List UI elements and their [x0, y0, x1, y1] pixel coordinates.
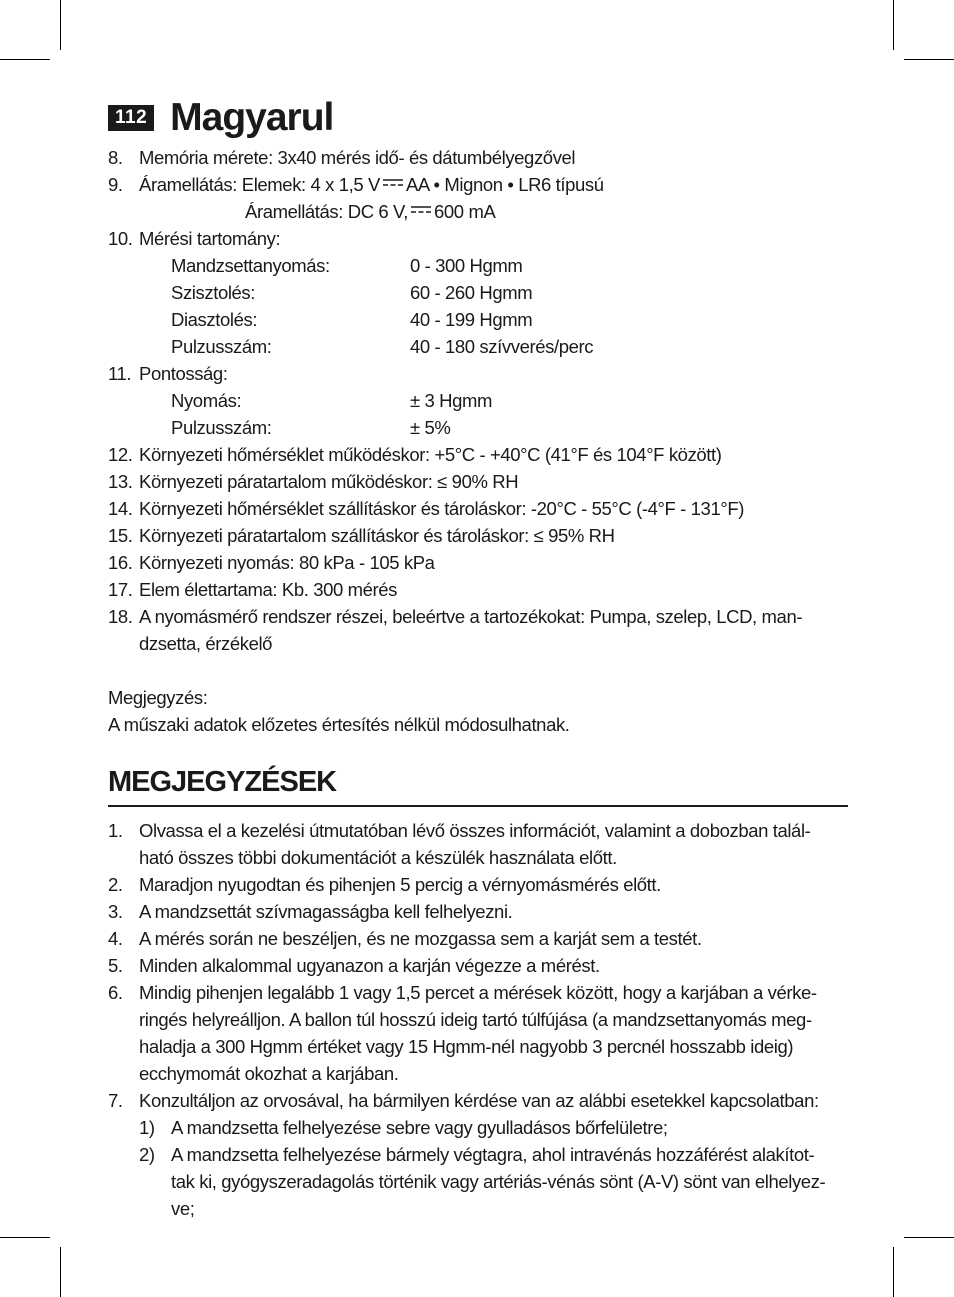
list-item — [108, 225, 853, 252]
spec-row — [108, 279, 853, 306]
sub-list-item — [108, 1141, 853, 1168]
item-number: 16. — [108, 552, 133, 573]
item-text: A mérés során ne beszéljen, és ne mozgassa sem a karját sem a testét. — [139, 928, 702, 949]
item-text: A nyomásmérő rendszer részei, beleértve a tartozékokat: Pumpa, szelep, LCD, man- — [139, 606, 803, 627]
list-item — [108, 952, 853, 979]
item-text: Áramellátás: Elemek: 4 x 1,5 V AA • Mignon • LR6 típusú — [139, 174, 604, 195]
item-number: 18. — [108, 606, 133, 627]
item-text: ringés helyreálljon. A ballon túl hosszú ideig tartó túlfújása (a mandzsettanyomás meg- — [139, 1009, 812, 1030]
item-number: 12. — [108, 444, 133, 465]
list-item — [108, 495, 853, 522]
list-item — [108, 898, 853, 925]
item-number: 5. — [108, 955, 123, 976]
item-number: 13. — [108, 471, 133, 492]
sub-item-number: 1) — [139, 1117, 155, 1138]
crop-mark — [904, 59, 954, 60]
crop-mark — [0, 1237, 50, 1238]
item-text: Mérési tartomány: — [139, 228, 281, 249]
item-text: Mindig pihenjen legalább 1 vagy 1,5 percet a mérések között, hogy a karjában a vérke- — [139, 982, 817, 1003]
sub-item-number: 2) — [139, 1144, 155, 1165]
list-item — [108, 925, 853, 952]
item-number: 6. — [108, 982, 123, 1003]
spec-label: Pulzusszám: — [171, 417, 272, 438]
note-text: A műszaki adatok előzetes értesítés nélkül módosulhatnak. — [108, 714, 570, 735]
sub-list-item-continuation — [108, 1195, 853, 1222]
page-number: 112 — [108, 105, 154, 131]
spec-value: 40 - 199 Hgmm — [410, 309, 533, 330]
item-text: ható összes többi dokumentációt a készülék használata előtt. — [139, 847, 617, 868]
spec-label: Mandzsettanyomás: — [171, 255, 330, 276]
item-text: Környezeti hőmérséklet szállításkor és tároláskor: -20°C - 55°C (-4°F - 131°F) — [139, 498, 744, 519]
item-text: Környezeti nyomás: 80 kPa - 105 kPa — [139, 552, 435, 573]
sub-item-text: tak ki, gyógyszeradagolás történik vagy artériás-vénás sönt (A-V) sönt van elhelyez- — [171, 1171, 826, 1192]
spec-value: 0 - 300 Hgmm — [410, 255, 523, 276]
section-divider — [108, 805, 848, 807]
item-text: Pontosság: — [139, 363, 228, 384]
sub-item-text: ve; — [171, 1198, 195, 1219]
item-number: 2. — [108, 874, 123, 895]
spec-row — [108, 333, 853, 360]
item-text: ecchymomát okozhat a karjában. — [139, 1063, 399, 1084]
spec-list — [108, 144, 853, 738]
item-text: Környezeti páratartalom működéskor: ≤ 90% RH — [139, 471, 519, 492]
crop-mark — [0, 59, 50, 60]
item-number: 9. — [108, 174, 123, 195]
item-text: Környezeti hőmérséklet működéskor: +5°C - +40°C (41°F és 104°F között) — [139, 444, 722, 465]
notes-list — [108, 817, 853, 1222]
item-number: 4. — [108, 928, 123, 949]
list-item-continuation — [108, 1033, 853, 1060]
item-number: 3. — [108, 901, 123, 922]
list-item — [108, 198, 853, 225]
note-text-row — [108, 711, 853, 738]
list-item — [108, 144, 853, 171]
list-item — [108, 171, 853, 198]
crop-mark — [60, 0, 61, 50]
list-item-continuation — [108, 1060, 853, 1087]
list-item — [108, 576, 853, 603]
spec-row — [108, 387, 853, 414]
spec-row — [108, 252, 853, 279]
list-item — [108, 468, 853, 495]
item-text: A mandzsettát szívmagasságba kell felhelyezni. — [139, 901, 513, 922]
item-number: 17. — [108, 579, 133, 600]
spec-value: ± 3 Hgmm — [410, 390, 492, 411]
list-item — [108, 549, 853, 576]
spec-label: Nyomás: — [171, 390, 242, 411]
item-text: Memória mérete: 3x40 mérés idő- és dátumbélyegzővel — [139, 147, 576, 168]
page-header — [108, 96, 333, 140]
spec-value: ± 5% — [410, 417, 451, 438]
spec-label: Diasztolés: — [171, 309, 258, 330]
list-item — [108, 1087, 853, 1114]
spec-value: 60 - 260 Hgmm — [410, 282, 533, 303]
sub-list-item — [108, 1114, 853, 1141]
list-item — [108, 817, 853, 844]
spec-label: Pulzusszám: — [171, 336, 272, 357]
item-text: Olvassa el a kezelési útmutatóban lévő összes információt, valamint a dobozban talál- — [139, 820, 811, 841]
spec-value: 40 - 180 szívverés/perc — [410, 336, 594, 357]
note-label-row — [108, 684, 853, 711]
dc-symbol-icon — [383, 179, 403, 187]
page-title: Magyarul — [170, 96, 334, 139]
list-item-continuation — [108, 1006, 853, 1033]
spec-label: Szisztolés: — [171, 282, 256, 303]
item-text: Minden alkalommal ugyanazon a karján végezze a mérést. — [139, 955, 600, 976]
crop-mark — [60, 1247, 61, 1297]
list-item-continuation — [108, 630, 853, 657]
list-item — [108, 360, 853, 387]
spec-row — [108, 414, 853, 441]
crop-mark — [893, 1247, 894, 1297]
item-number: 14. — [108, 498, 133, 519]
spec-row — [108, 306, 853, 333]
crop-mark — [904, 1237, 954, 1238]
crop-mark — [893, 0, 894, 50]
list-item — [108, 603, 853, 630]
list-item — [108, 979, 853, 1006]
dc-symbol-icon — [411, 206, 431, 214]
list-item — [108, 522, 853, 549]
spacer — [108, 657, 853, 684]
item-text: Áramellátás: DC 6 V, 600 mA — [245, 201, 496, 222]
section-title: MEGJEGYZÉSEK — [108, 766, 337, 798]
item-text: haladja a 300 Hgmm értéket vagy 15 Hgmm-nél nagyobb 3 percnél hosszabb ideig) — [139, 1036, 794, 1057]
item-text: Környezeti páratartalom szállításkor és tároláskor: ≤ 95% RH — [139, 525, 615, 546]
sub-list-item-continuation — [108, 1168, 853, 1195]
item-text: Elem élettartama: Kb. 300 mérés — [139, 579, 398, 600]
list-item-continuation — [108, 844, 853, 871]
item-number: 15. — [108, 525, 133, 546]
item-text: Maradjon nyugodtan és pihenjen 5 percig a vérnyomásmérés előtt. — [139, 874, 661, 895]
item-number: 11. — [108, 363, 132, 384]
item-number: 7. — [108, 1090, 123, 1111]
item-number: 8. — [108, 147, 123, 168]
list-item — [108, 871, 853, 898]
list-item — [108, 441, 853, 468]
item-number: 10. — [108, 228, 133, 249]
item-number: 1. — [108, 820, 123, 841]
sub-item-text: A mandzsetta felhelyezése sebre vagy gyulladásos bőrfelületre; — [171, 1117, 668, 1138]
sub-item-text: A mandzsetta felhelyezése bármely végtagra, ahol intravénás hozzáférést alakítot- — [171, 1144, 815, 1165]
note-label: Megjegyzés: — [108, 687, 208, 708]
item-text: dzsetta, érzékelő — [139, 633, 273, 654]
item-text: Konzultáljon az orvosával, ha bármilyen kérdése van az alábbi esetekkel kapcsolatban: — [139, 1090, 819, 1111]
